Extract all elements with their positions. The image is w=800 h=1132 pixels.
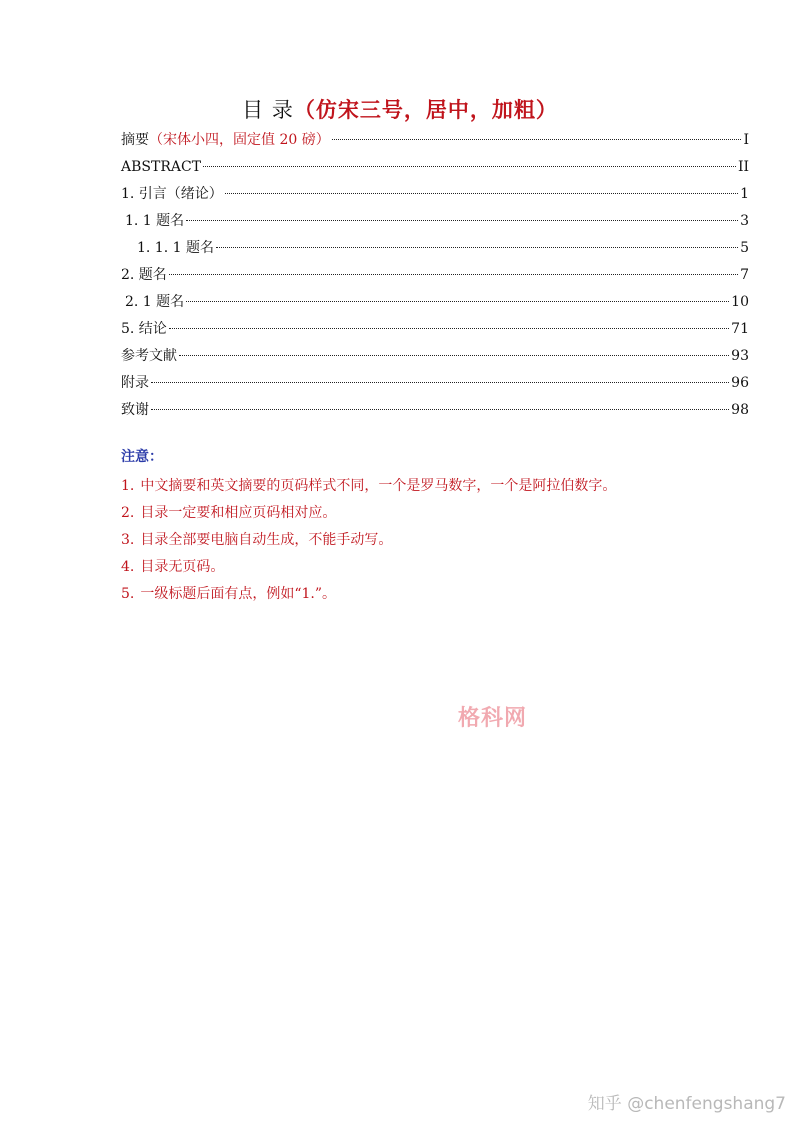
toc-dot-leader xyxy=(216,247,738,248)
watermark-attribution: 知乎 @chenfengshang7 xyxy=(587,1094,786,1114)
toc-entry-label xyxy=(121,316,167,343)
toc-entry-title: 1. 1 题名 xyxy=(125,213,185,229)
toc-title xyxy=(0,96,800,124)
note-text: 中文摘要和英文摘要的页码样式不同，一个是罗马数字，一个是阿拉伯数字。 xyxy=(140,478,617,494)
toc-entry-label xyxy=(121,154,201,181)
toc-entry[interactable] xyxy=(121,289,749,316)
note-number: 4. xyxy=(121,559,135,575)
toc-dot-leader xyxy=(151,409,729,410)
toc-entry[interactable] xyxy=(121,370,749,397)
toc-dot-leader xyxy=(225,193,738,194)
toc-entry-page-number: I xyxy=(743,132,749,148)
toc-dot-leader xyxy=(332,139,742,140)
toc-entry-label xyxy=(121,181,223,208)
note-item xyxy=(121,500,761,527)
note-text: 一级标题后面有点，例如“1.”。 xyxy=(140,586,337,602)
toc-entry-title: 2. 1 题名 xyxy=(125,294,185,310)
notes-section xyxy=(121,446,761,608)
notes-list xyxy=(121,473,761,608)
note-text: 目录无页码。 xyxy=(140,559,225,575)
notes-title: 注意： xyxy=(121,449,163,465)
note-item xyxy=(121,581,761,608)
toc-entry-label xyxy=(121,397,149,424)
note-number: 3. xyxy=(121,532,135,548)
toc-entry[interactable] xyxy=(121,127,749,154)
toc-entry[interactable] xyxy=(121,208,749,235)
toc-title-note: （仿宋三号，居中，加粗） xyxy=(293,97,558,122)
note-text: 目录全部要电脑自动生成，不能手动写。 xyxy=(140,532,393,548)
toc-entry-label xyxy=(121,262,167,289)
toc-entry-page-number: 93 xyxy=(731,348,749,364)
toc-entry-title: 致谢 xyxy=(121,402,149,418)
toc-dot-leader xyxy=(169,274,738,275)
toc-entry-page-number: 1 xyxy=(740,186,749,202)
toc-entry-page-number: 10 xyxy=(731,294,749,310)
note-text: 目录一定要和相应页码相对应。 xyxy=(140,505,337,521)
toc-dot-leader xyxy=(203,166,736,167)
toc-entry-title: 参考文献 xyxy=(121,348,177,364)
toc-entry-title: 摘要 xyxy=(121,132,149,148)
toc-entry-page-number: II xyxy=(737,159,749,175)
toc-entry[interactable] xyxy=(121,181,749,208)
toc-entry[interactable] xyxy=(121,316,749,343)
toc-entry-label xyxy=(121,343,177,370)
toc-entry-title: 1. 1. 1 题名 xyxy=(137,240,214,256)
toc-entry-page-number: 5 xyxy=(740,240,749,256)
toc-entry[interactable] xyxy=(121,397,749,424)
toc-dot-leader xyxy=(186,301,729,302)
toc-entry-page-number: 7 xyxy=(740,267,749,283)
toc-entry[interactable] xyxy=(121,154,749,181)
toc-dot-leader xyxy=(151,382,729,383)
note-number: 1. xyxy=(121,478,135,494)
toc-entry-title: ABSTRACT xyxy=(121,159,202,175)
toc-entry-title: 1. 引言（绪论） xyxy=(121,186,223,202)
toc-entry-label xyxy=(121,235,214,262)
toc-entry-page-number: 98 xyxy=(731,402,749,418)
toc-title-main: 目 录 xyxy=(242,98,294,122)
toc-entry[interactable] xyxy=(121,262,749,289)
note-item xyxy=(121,473,761,500)
toc-entry-title: 5. 结论 xyxy=(121,321,167,337)
note-item xyxy=(121,554,761,581)
toc-entry[interactable] xyxy=(121,343,749,370)
note-item xyxy=(121,527,761,554)
toc-entry-page-number: 71 xyxy=(731,321,749,337)
note-number: 2. xyxy=(121,505,135,521)
toc-entry-label xyxy=(121,208,184,235)
toc-dot-leader xyxy=(186,220,738,221)
toc-entry-page-number: 96 xyxy=(731,375,749,391)
toc-entry[interactable] xyxy=(121,235,749,262)
toc-entry-title: 2. 题名 xyxy=(121,267,167,283)
toc-dot-leader xyxy=(179,355,729,356)
toc-entry-label xyxy=(121,370,149,397)
watermark-logo: 格科网 xyxy=(458,706,528,731)
note-number: 5. xyxy=(121,586,135,602)
toc-entry-page-number: 3 xyxy=(740,213,749,229)
toc-entry-label xyxy=(121,127,330,154)
toc-entry-label xyxy=(121,289,184,316)
toc-entry-format-note: （宋体小四，固定值 20 磅） xyxy=(149,132,330,148)
toc-dot-leader xyxy=(169,328,729,329)
toc-entry-title: 附录 xyxy=(121,375,149,391)
table-of-contents xyxy=(121,127,749,424)
